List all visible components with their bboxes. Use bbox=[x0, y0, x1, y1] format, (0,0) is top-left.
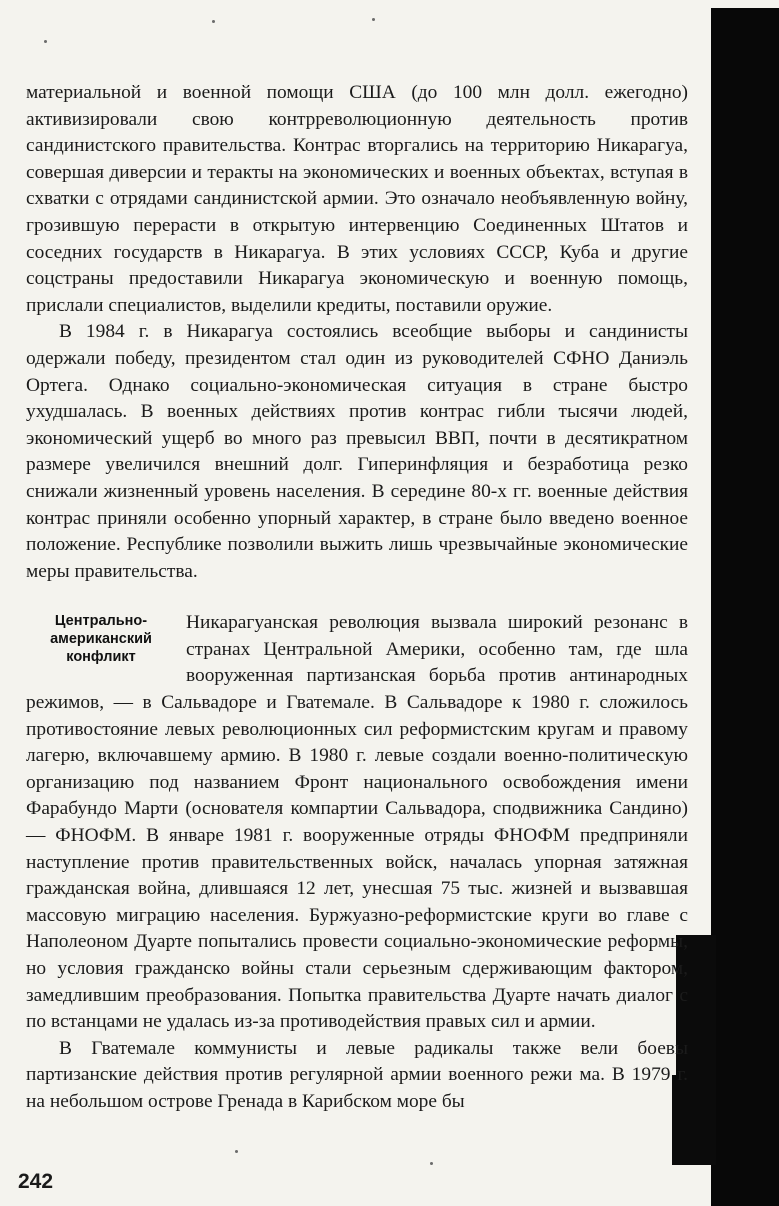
print-speck bbox=[212, 20, 215, 23]
paragraph-1984-elections: В 1984 г. в Никарагуа состоялись всеобщие выборы и сандинисты одержали победу, президентом стал один из руководителей СФНО Даниэль Ортега. Однако социально-экономическая ситуация в стране быстро ухудшалась. В военных действиях против контрас гибли тысячи людей, экономический ущерб во много раз превысил ВВП, почти в десятикратном размере увеличился внешний долг. Гиперинфляция и безработица резко снижали жизненный уровень населения. В середине 80-х гг. военные действия контрас приняли особенно упорный характер, в стране было введено военное положение. Республике позволили выжить лишь чрезвычайные экономические меры правительства. bbox=[26, 321, 688, 582]
page-number: 242 bbox=[18, 1170, 54, 1193]
paragraph-salvador: Никарагуанская революция вызвала широкий резонанс в странах Центральной Америки, особенно там, где шла вооруженная партизанская борьба против антинародных режимов, — в Сальвадоре и Гватемале. В Сальвадоре к 1980 г. сложилось противостояние левых революционных сил реформистским кругам и правому лагерю, включавшему армию. В 1980 г. левые создали военно-политическую организацию под названием Фронт национального освобождения имени Фарабундо Марти (основателя компартии Сальвадора, сподвижника Сандино) — ФНОФМ. В январе 1981 г. вооруженные отряды ФНОФМ предприняли наступление против правительственных войск, началась упорная затяжная гражданская война, длившаяся 12 лет, унесшая 75 тыс. жизней и вызвавшая массовую миграцию населения. Буржуазно-реформистские круги во главе с Наполеоном Дуарте попытались провести социально-экономические реформы, но условия гражданско войны стали серьезным сдерживающим фактором, замедлившим преобразования. Попытка правительства Дуарте начать диалог с по встанцами не удалась из-за противодействия правых сил и армии. bbox=[26, 612, 688, 1033]
paragraph-contras-activity: материальной и военной помощи США (до 100 млн долл. ежегодно) активизировали свою контрреволюционную деятельность против сандинистского правительства. Контрас вторгались на территорию Никарагуа, совершая диверсии и теракты на экономических и военных объектах, вступая в схватки с отрядами сандинистской армии. Это означало необъявленную войну, грозившую перерасти в открытую интервенцию Соединенных Штатов и соседних государств в Никарагуа. В этих условиях СССР, Куба и другие соцстраны предоставили Никарагуа экономическую и военную помощь, прислали специалистов, выделили кредиты, поставили оружие. bbox=[26, 82, 688, 316]
print-speck bbox=[235, 1150, 238, 1153]
print-speck bbox=[430, 1162, 433, 1165]
section-central-american-conflict bbox=[26, 610, 688, 1036]
binding-shadow bbox=[711, 8, 779, 1206]
paragraph-guatemala: В Гватемале коммунисты и левые радикалы также вели боевы партизанские действия против регулярной армии военного режи ма. В 1979 г. на небольшом острове Гренада в Карибском море бы bbox=[26, 1037, 688, 1112]
margin-heading-line: американский bbox=[50, 631, 152, 648]
margin-heading-line: Центрально- bbox=[54, 613, 148, 630]
print-speck bbox=[44, 40, 47, 43]
body-text bbox=[26, 80, 688, 1116]
print-speck bbox=[372, 18, 375, 21]
margin-heading-line: конфликт bbox=[66, 649, 136, 666]
margin-heading bbox=[26, 612, 176, 666]
